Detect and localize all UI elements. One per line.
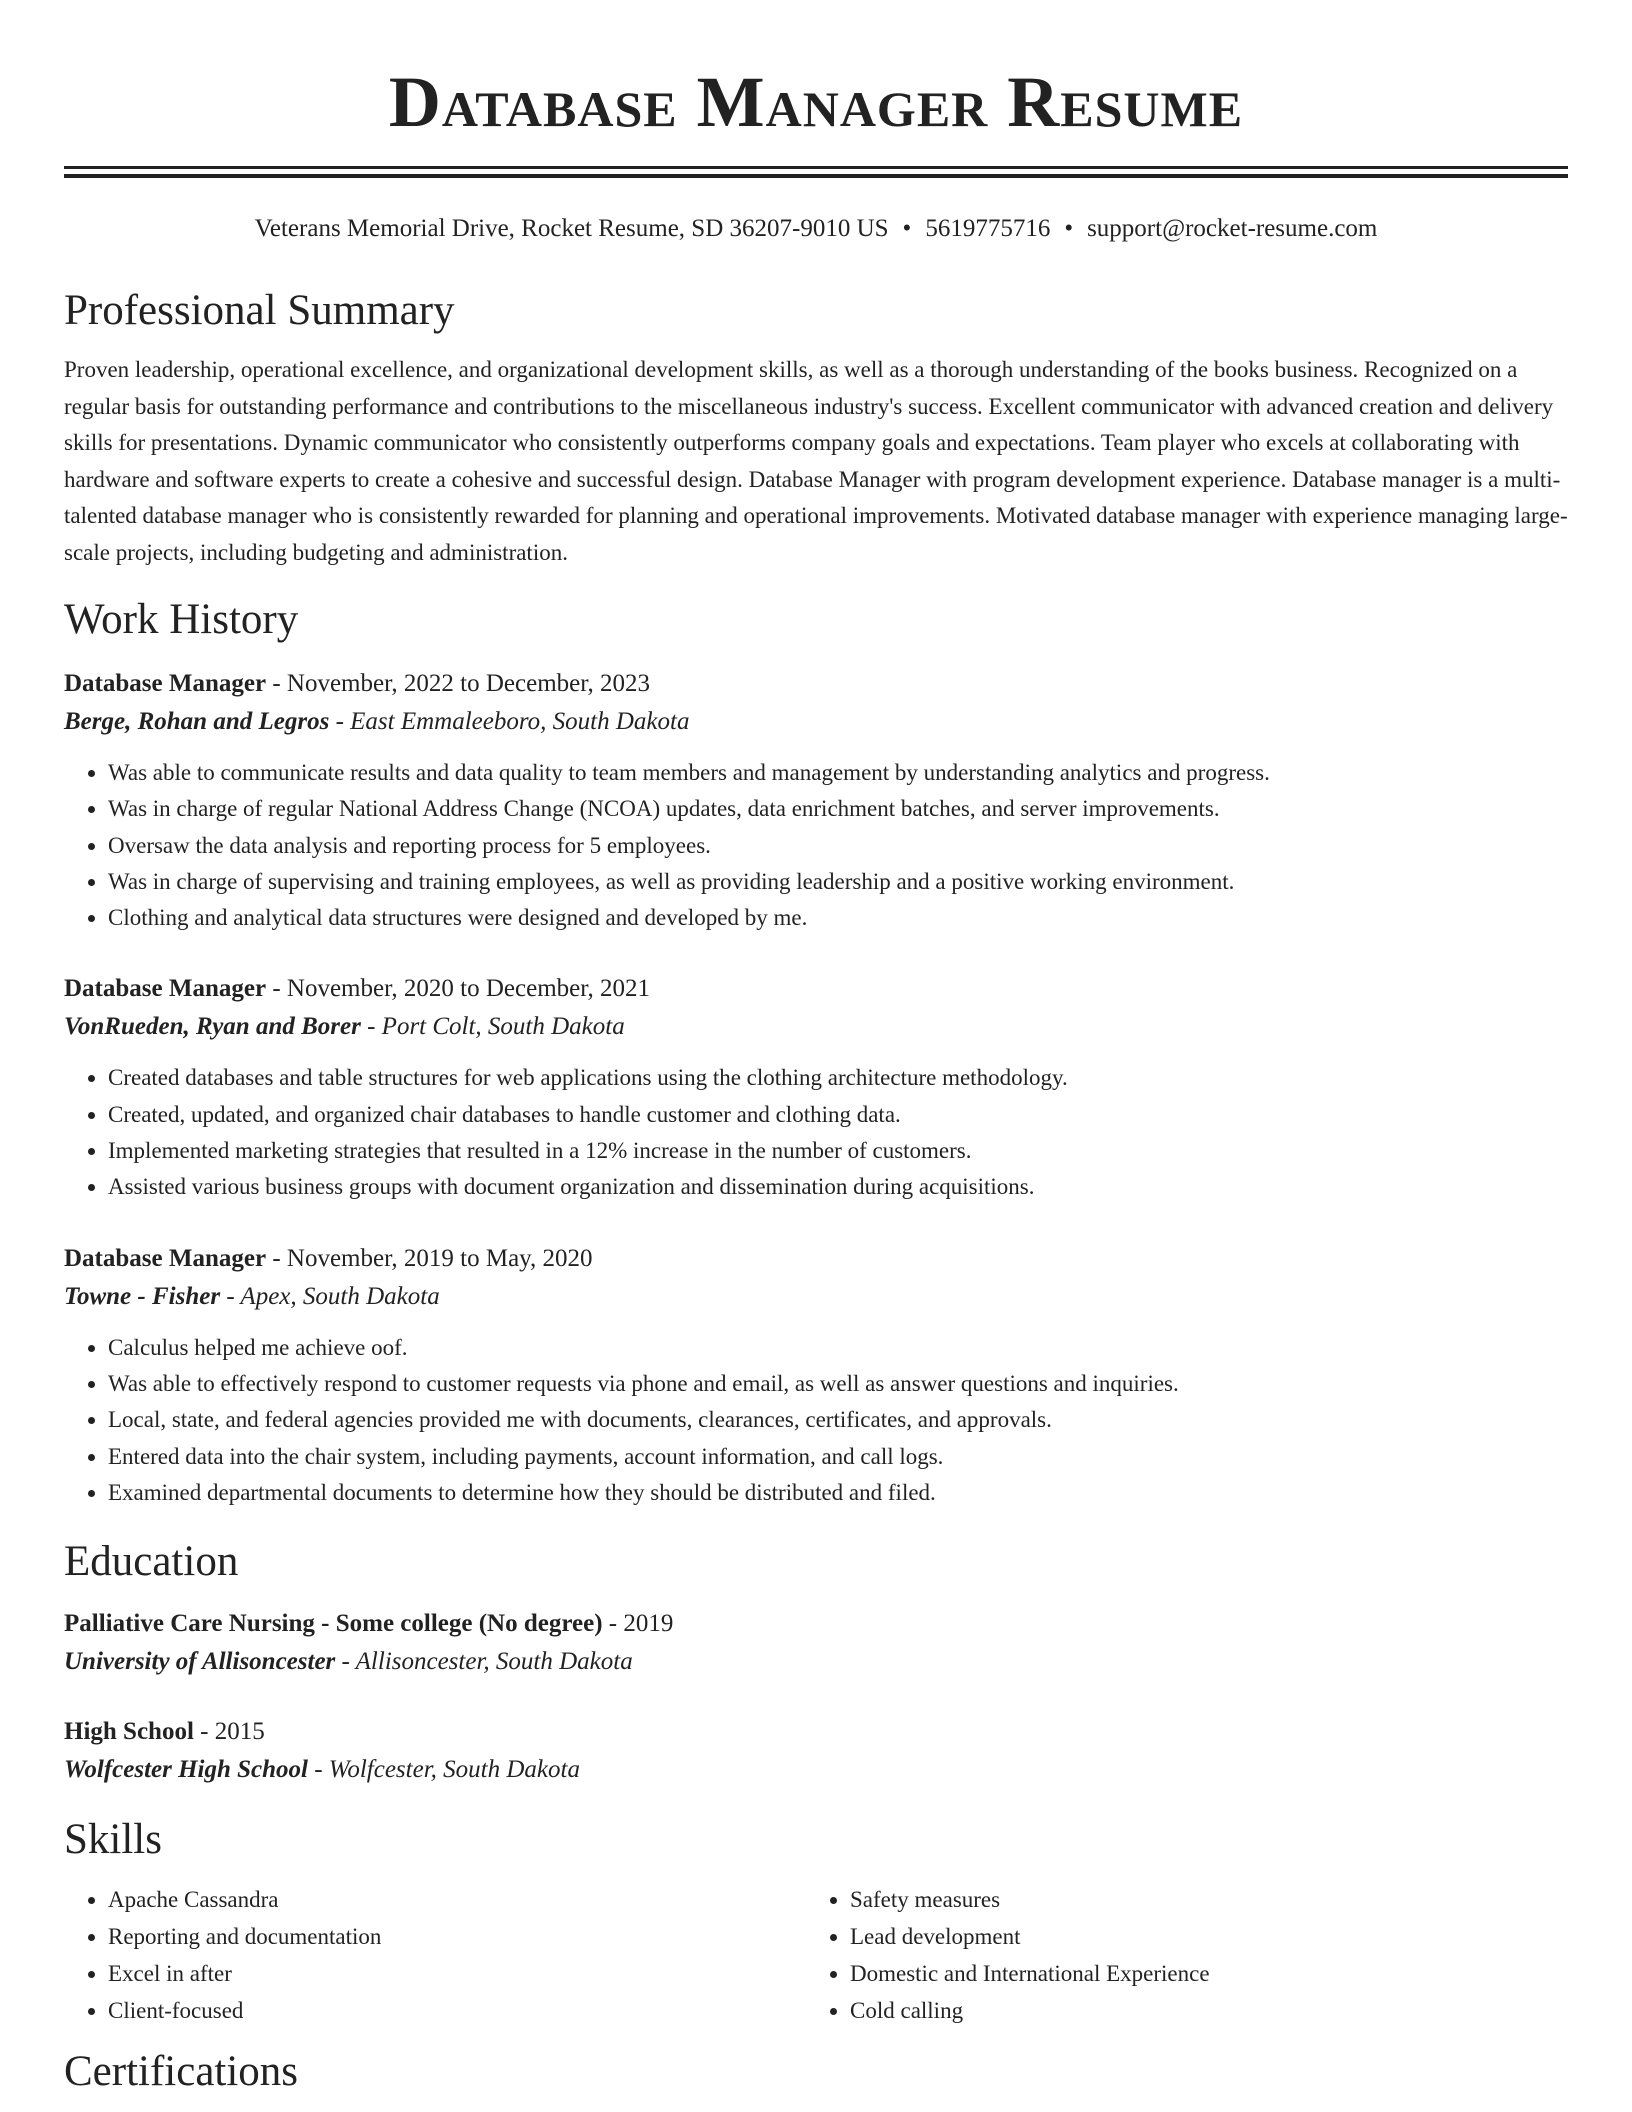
skill-item: • Client-focused bbox=[108, 1992, 806, 2029]
education-header bbox=[64, 1713, 1568, 1751]
job-entry bbox=[64, 665, 1568, 936]
job-duty: • Local, state, and federal agencies provided me with documents, clearances, certificates, and approvals. bbox=[108, 1402, 1568, 1438]
graduation-year: - 2015 bbox=[193, 1718, 265, 1746]
job-header bbox=[64, 970, 1568, 1008]
contact-email: support@rocket-resume.com bbox=[1087, 215, 1378, 242]
job-title: Database Manager bbox=[64, 1244, 267, 1272]
education-school bbox=[64, 1751, 1568, 1789]
contact-address: Veterans Memorial Drive, Rocket Resume, SD 36207-9010 US bbox=[254, 215, 889, 242]
graduation-year: - 2019 bbox=[602, 1610, 674, 1638]
job-dates: - November, 2022 to December, 2023 bbox=[266, 670, 651, 697]
degree-name: High School bbox=[64, 1718, 194, 1746]
skills-grid bbox=[64, 1881, 1568, 2029]
job-duty: • Implemented marketing strategies that resulted in a 12% increase in the number of customers. bbox=[108, 1133, 1568, 1169]
job-duty: • Was able to effectively respond to customer requests via phone and email, as well as answer questions and inquiries. bbox=[108, 1366, 1568, 1402]
job-duty: • Entered data into the chair system, including payments, account information, and call logs. bbox=[108, 1439, 1568, 1475]
school-location: - Wolfcester, South Dakota bbox=[307, 1756, 580, 1784]
skill-item: • Apache Cassandra bbox=[108, 1881, 806, 1918]
summary-text: Proven leadership, operational excellence, and organizational development skills, as well as a thorough understanding of the books business. Recognized on a regular basis for outstanding performance and contributions to the miscellaneous industry's success. Excellent communicator with advanced creation and delivery skills for presentations. Dynamic communicator who consistently outperforms company goals and expectations. Team player who excels at collaborating with hardware and software experts to create a cohesive and successful design. Database Manager with program development experience. Database manager is a multi-talented database manager who is consistently rewarded for planning and operational improvements. Motivated database manager with experience managing large-scale projects, including budgeting and administration. bbox=[64, 357, 1568, 565]
job-location: - East Emmaleeboro, South Dakota bbox=[329, 708, 690, 735]
job-dates: - November, 2019 to May, 2020 bbox=[266, 1244, 593, 1272]
skill-item: • Reporting and documentation bbox=[108, 1918, 806, 1955]
job-duty: • Was able to communicate results and data quality to team members and management by understanding analytics and progress. bbox=[108, 755, 1568, 791]
education-school bbox=[64, 1643, 1568, 1681]
skill-item: • Lead development bbox=[850, 1918, 1548, 1955]
bullet-separator: • bbox=[902, 215, 912, 242]
job-employer bbox=[64, 703, 1568, 741]
company-name: VonRueden, Ryan and Borer bbox=[64, 1013, 361, 1041]
job-entry bbox=[64, 970, 1568, 1205]
job-duty: • Was in charge of regular National Address Change (NCOA) updates, data enrichment batches, and server improvements. bbox=[108, 791, 1568, 827]
job-duties-list bbox=[64, 1330, 1568, 1511]
title-divider-top bbox=[64, 166, 1568, 169]
job-header bbox=[64, 665, 1568, 703]
contact-phone: 5619775716 bbox=[925, 215, 1051, 242]
document-title: Database Manager Resume bbox=[388, 62, 1244, 142]
resume-page bbox=[64, 0, 1568, 2097]
job-duty: • Created databases and table structures for web applications using the clothing architecture methodology. bbox=[108, 1060, 1568, 1096]
skill-item: • Excel in after bbox=[108, 1955, 806, 1992]
job-duty: • Examined departmental documents to determine how they should be distributed and filed. bbox=[108, 1475, 1568, 1511]
job-employer bbox=[64, 1278, 1568, 1316]
job-duty: • Calculus helped me achieve oof. bbox=[108, 1330, 1568, 1366]
summary-heading: Professional Summary bbox=[64, 287, 455, 334]
job-location: - Port Colt, South Dakota bbox=[360, 1013, 625, 1041]
job-employer bbox=[64, 1008, 1568, 1046]
contact-line bbox=[64, 214, 1568, 244]
job-entry bbox=[64, 1240, 1568, 1511]
job-duty: • Was in charge of supervising and training employees, as well as providing leadership and a positive working environment. bbox=[108, 864, 1568, 900]
skill-item: • Cold calling bbox=[850, 1992, 1548, 2029]
job-title: Database Manager bbox=[64, 975, 267, 1003]
job-header bbox=[64, 1240, 1568, 1278]
education-heading: Education bbox=[64, 1538, 239, 1586]
school-name: Wolfcester High School bbox=[64, 1756, 308, 1784]
title-divider-bottom bbox=[64, 174, 1568, 178]
school-location: - Allisoncester, South Dakota bbox=[335, 1648, 633, 1676]
degree-name: Palliative Care Nursing - Some college (No degree) bbox=[64, 1610, 603, 1638]
job-duties-list bbox=[64, 755, 1568, 936]
job-duties-list bbox=[64, 1060, 1568, 1205]
bullet-separator: • bbox=[1064, 215, 1074, 242]
work-history-heading: Work History bbox=[64, 596, 299, 643]
job-duty: • Clothing and analytical data structures were designed and developed by me. bbox=[108, 900, 1568, 936]
company-name: Towne - Fisher bbox=[64, 1282, 221, 1310]
education-entry bbox=[64, 1713, 1568, 1789]
skill-item: • Safety measures bbox=[850, 1881, 1548, 1918]
school-name: University of Allisoncester bbox=[64, 1648, 336, 1676]
job-duty: • Assisted various business groups with document organization and dissemination during acquisitions. bbox=[108, 1169, 1568, 1205]
company-name: Berge, Rohan and Legros bbox=[64, 708, 330, 735]
certifications-heading: Certifications bbox=[64, 2048, 299, 2096]
skills-list-right bbox=[806, 1881, 1548, 2029]
job-duty: • Created, updated, and organized chair databases to handle customer and clothing data. bbox=[108, 1097, 1568, 1133]
skill-item: • Domestic and International Experience bbox=[850, 1955, 1548, 1992]
skills-heading: Skills bbox=[64, 1816, 162, 1864]
job-title: Database Manager bbox=[64, 670, 267, 697]
education-entry bbox=[64, 1605, 1568, 1681]
education-header bbox=[64, 1605, 1568, 1643]
job-location: - Apex, South Dakota bbox=[220, 1282, 440, 1310]
job-dates: - November, 2020 to December, 2021 bbox=[266, 975, 651, 1003]
job-duty: • Oversaw the data analysis and reporting process for 5 employees. bbox=[108, 828, 1568, 864]
skills-list-left bbox=[64, 1881, 806, 2029]
